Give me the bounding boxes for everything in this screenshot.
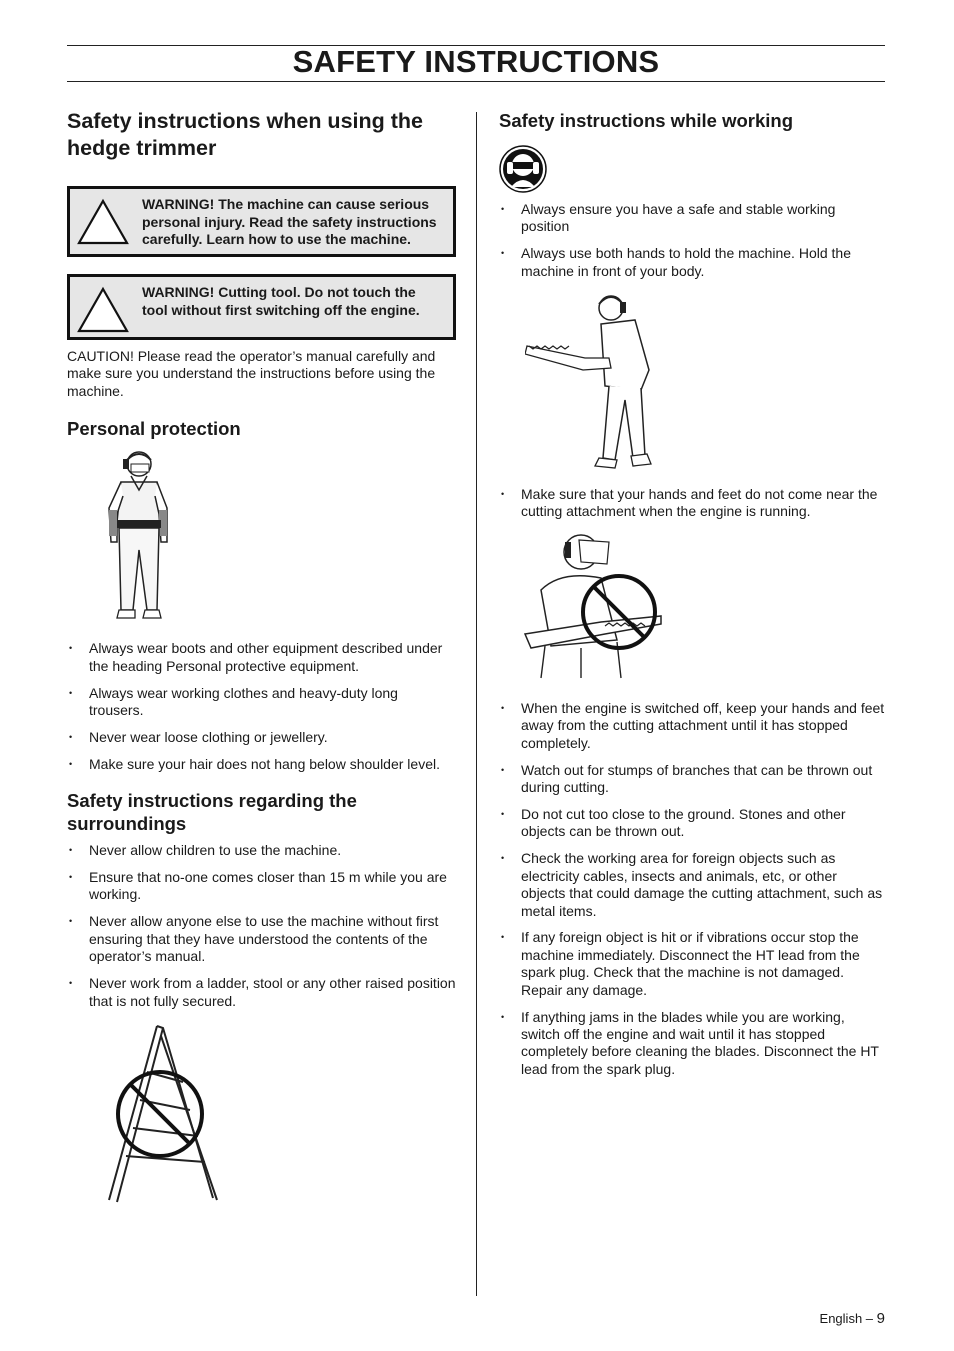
protective-equipment-icon <box>499 145 547 193</box>
list-item: • Make sure your hair does not hang below shoulder level. <box>67 756 456 773</box>
two-hands-working-figure <box>525 290 685 470</box>
list-item: • Always wear boots and other equipment described under the heading Personal protective equipment. <box>67 640 456 675</box>
section-heading-hedge-trimmer: Safety instructions when using the hedge trimmer <box>67 109 423 160</box>
list-item: • Watch out for stumps of branches that can be thrown out during cutting. <box>499 762 885 797</box>
list-item: • Ensure that no-one comes closer than 15 m while you are working. <box>67 869 456 904</box>
list-item: • Check the working area for foreign objects such as electricity cables, insects and animals, etc, or other objects that could damage the cutting attachment, such as metal items. <box>499 850 885 920</box>
warning-box-injury <box>67 186 456 257</box>
warning-text-injury: WARNING! The machine can cause serious personal injury. Read the safety instructions carefully. Learn how to use the machine. <box>142 196 437 247</box>
column-divider <box>476 112 477 1296</box>
working-list-c <box>499 700 885 1078</box>
list-item: • Never allow anyone else to use the machine without first ensuring that they have understood the contents of the operator’s manual. <box>67 913 456 965</box>
page-title: SAFETY INSTRUCTIONS <box>292 44 660 79</box>
list-item: • Always wear working clothes and heavy-duty long trousers. <box>67 685 456 720</box>
working-list-b <box>499 486 885 521</box>
list-item: • Always ensure you have a safe and stable working position <box>499 201 885 236</box>
page-number: 9 <box>876 1310 885 1327</box>
section-heading-while-working: Safety instructions while working <box>499 110 793 131</box>
list-item: • If anything jams in the blades while you are working, switch off the engine and wait until it has stopped completely before cleaning the blades. Disconnect the HT lead from the spark plug. <box>499 1009 885 1079</box>
hands-near-blade-prohibited-figure <box>521 530 666 680</box>
surroundings-list <box>67 842 456 1010</box>
list-item: • Always use both hands to hold the machine. Hold the machine in front of your body. <box>499 245 885 280</box>
list-item: • Make sure that your hands and feet do not come near the cutting attachment when the engine is running. <box>499 486 885 521</box>
working-list-a <box>499 201 885 280</box>
warning-triangle-icon <box>76 286 130 334</box>
caution-text: CAUTION! Please read the operator’s manual carefully and make sure you understand the instructions before using the machine. <box>67 348 436 399</box>
warning-box-cutting-tool <box>67 274 456 340</box>
protective-clothing-figure <box>87 450 187 622</box>
section-heading-personal-protection: Personal protection <box>67 418 241 440</box>
list-item: • Never allow children to use the machine. <box>67 842 456 859</box>
footer-language: English <box>819 1311 863 1326</box>
list-item: • Never work from a ladder, stool or any other raised position that is not fully secured. <box>67 975 456 1010</box>
warning-triangle-icon <box>76 198 130 246</box>
list-item: • When the engine is switched off, keep your hands and feet away from the cutting attachment until it has stopped completely. <box>499 700 885 752</box>
title-underline <box>67 81 885 82</box>
warning-text-cutting-tool: WARNING! Cutting tool. Do not touch the tool without first switching off the engine. <box>142 284 420 318</box>
list-item: • Do not cut too close to the ground. Stones and other objects can be thrown out. <box>499 806 885 841</box>
personal-protection-list <box>67 640 456 773</box>
footer-dash: – <box>865 1311 874 1326</box>
section-heading-surroundings: Safety instructions regarding the surroundings <box>67 790 357 835</box>
right-column <box>499 106 885 1088</box>
list-item: • If any foreign object is hit or if vibrations occur stop the machine immediately. Disconnect the HT lead from the spark plug. Check that the machine is not damaged. Repair any damage. <box>499 929 885 999</box>
left-column <box>67 106 456 1212</box>
page-footer <box>820 1310 885 1327</box>
ladder-prohibited-figure <box>105 1022 235 1212</box>
list-item: • Never wear loose clothing or jewellery. <box>67 729 456 746</box>
